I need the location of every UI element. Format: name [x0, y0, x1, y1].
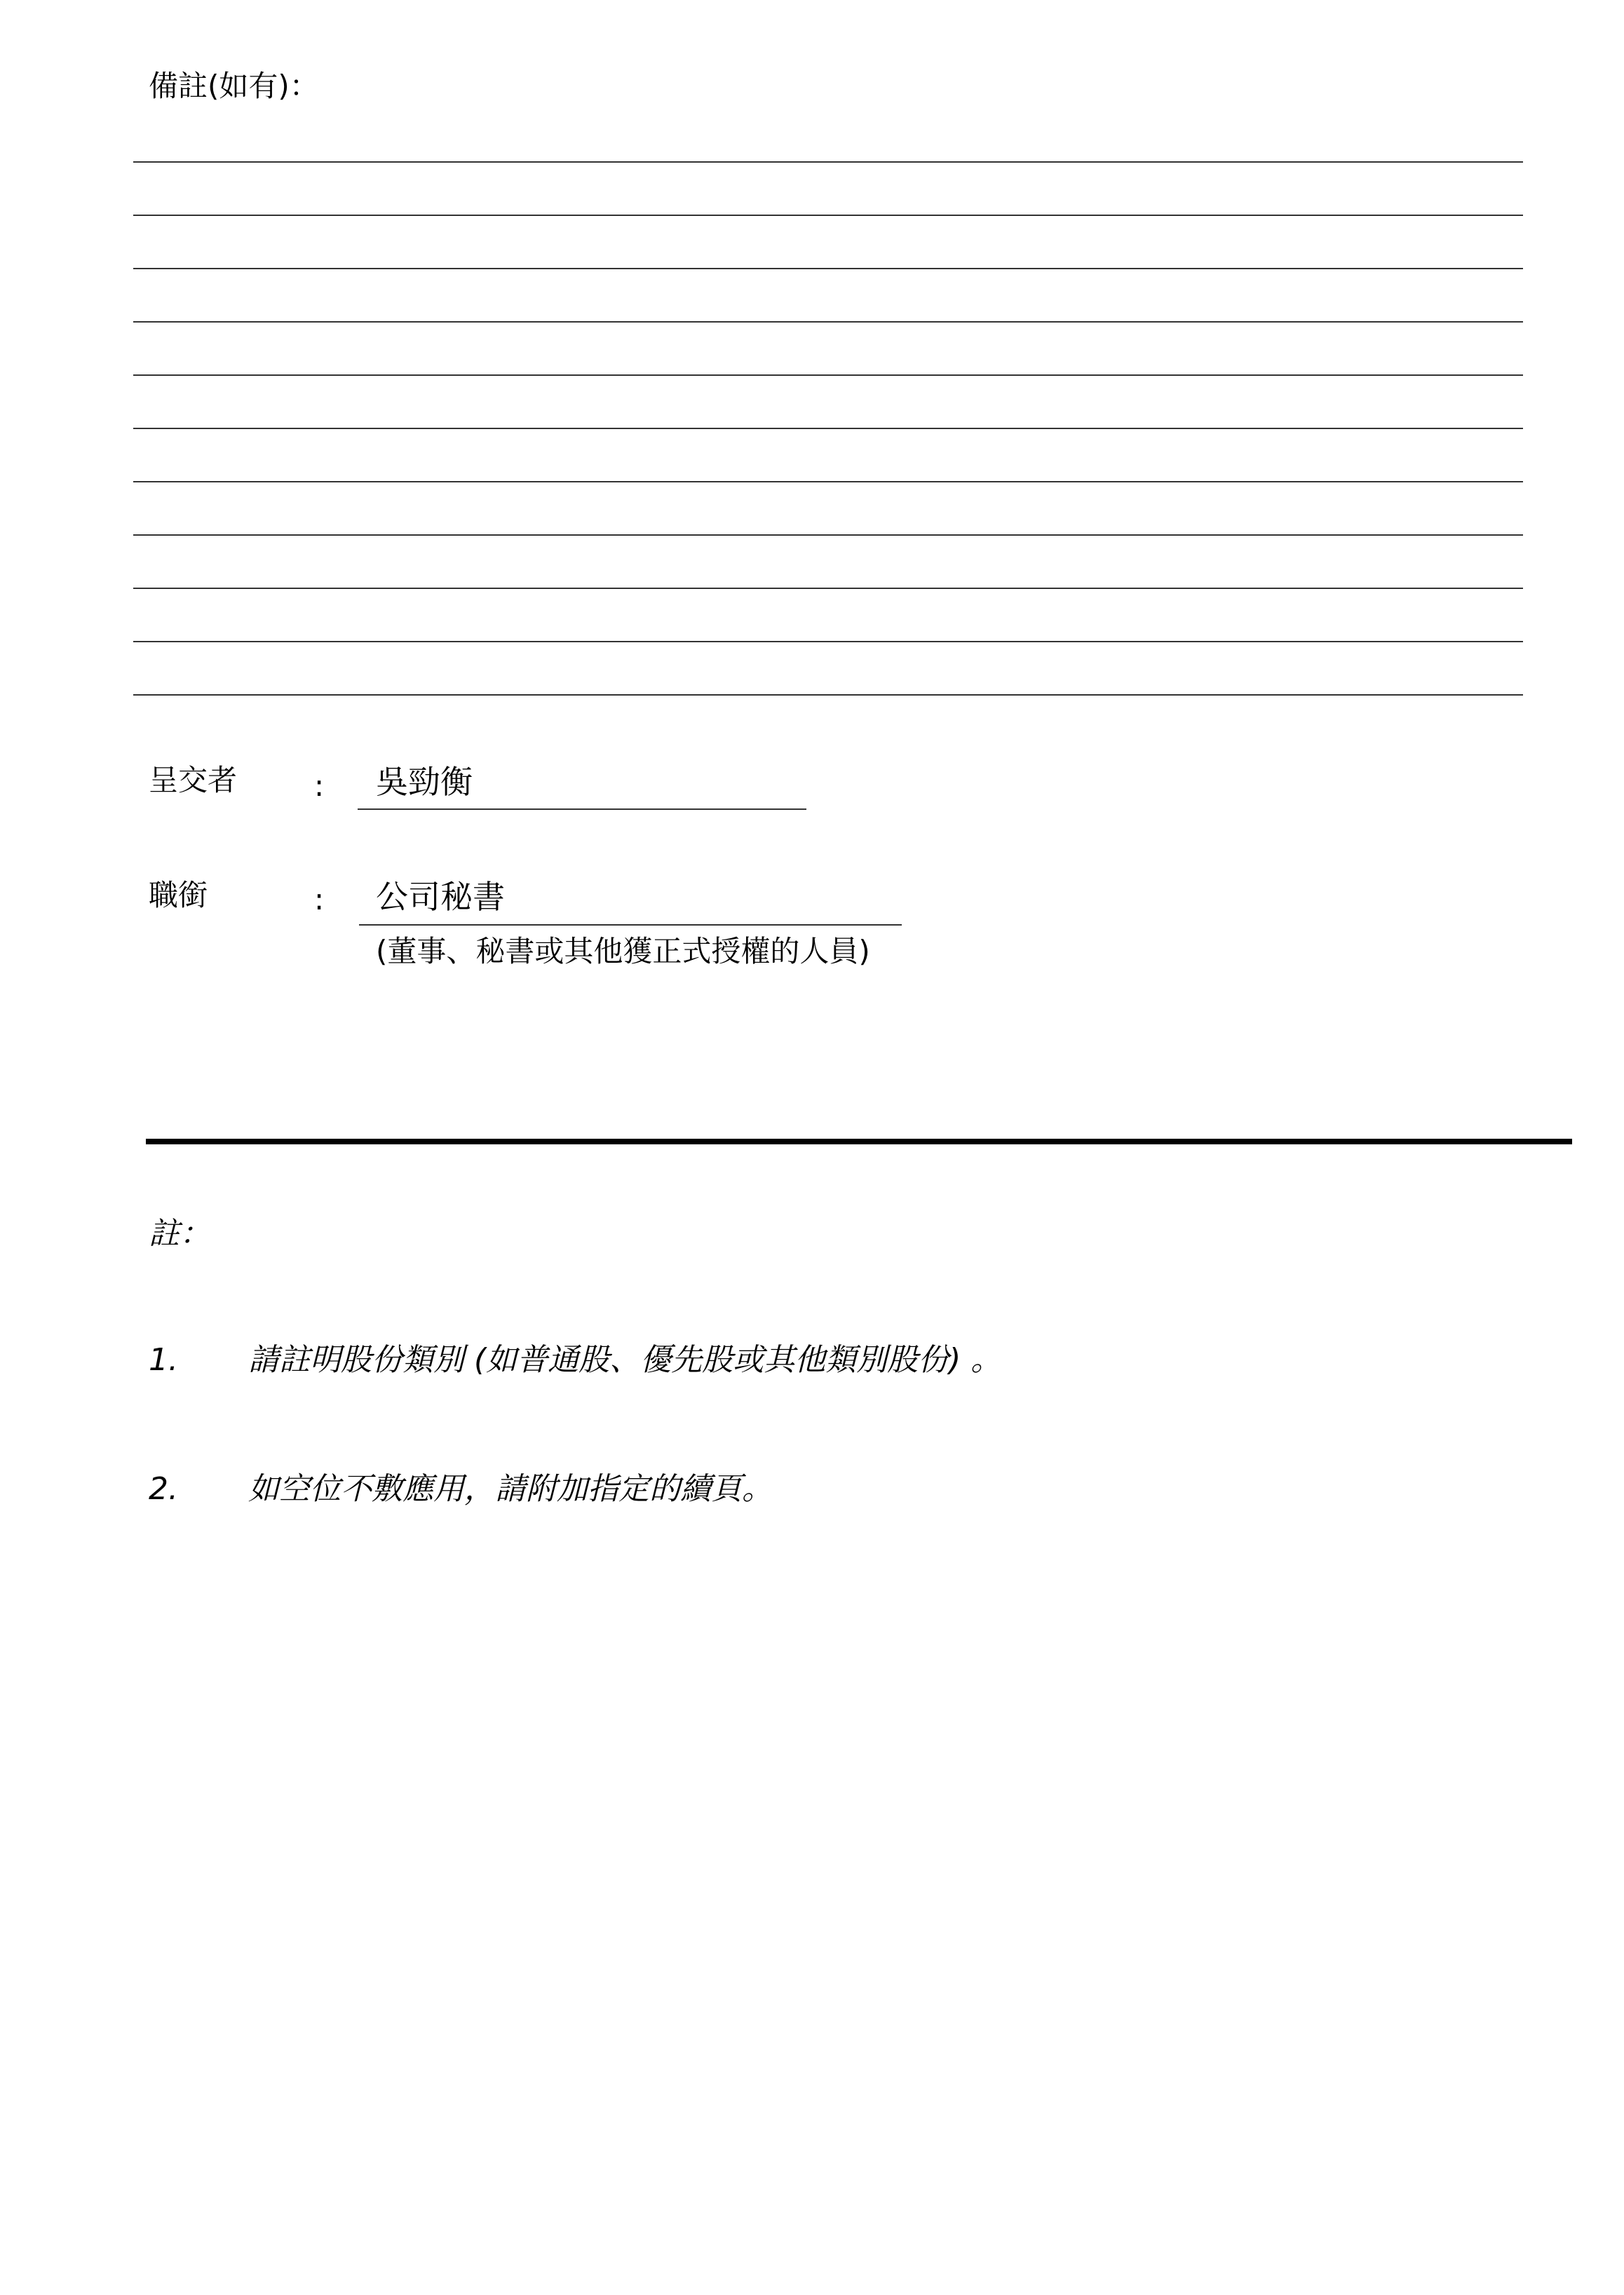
position-label: 職銜	[149, 878, 208, 912]
remarks-line	[133, 481, 1523, 482]
remarks-line	[133, 374, 1523, 376]
submitter-value[interactable]: 吳勁衡	[376, 763, 473, 801]
remarks-label: 備註(如有)：	[149, 69, 319, 103]
position-value[interactable]: 公司秘書	[376, 878, 505, 916]
remarks-line	[133, 321, 1523, 323]
submitter-underline	[358, 808, 806, 810]
position-underline	[359, 924, 902, 926]
note-text: 如空位不敷應用，請附加指定的續頁。	[248, 1471, 773, 1507]
remarks-line	[133, 534, 1523, 536]
note-text: 請註明股份類別 (如普通股、優先股或其他類別股份) 。	[248, 1342, 1002, 1378]
remarks-line	[133, 694, 1523, 696]
remarks-line	[133, 268, 1523, 269]
remarks-line	[133, 428, 1523, 429]
remarks-line	[133, 641, 1523, 642]
submitter-colon: :	[314, 769, 325, 803]
notes-heading: 註：	[149, 1216, 210, 1252]
note-number: 2.	[149, 1471, 178, 1507]
position-colon: :	[314, 882, 325, 916]
remarks-line	[133, 588, 1523, 589]
remarks-line	[133, 161, 1523, 163]
section-divider	[146, 1139, 1572, 1144]
remarks-line	[133, 215, 1523, 216]
note-number: 1.	[149, 1342, 178, 1378]
submitter-label: 呈交者	[149, 763, 238, 797]
position-hint: (董事、秘書或其他獲正式授權的人員)	[376, 934, 870, 968]
